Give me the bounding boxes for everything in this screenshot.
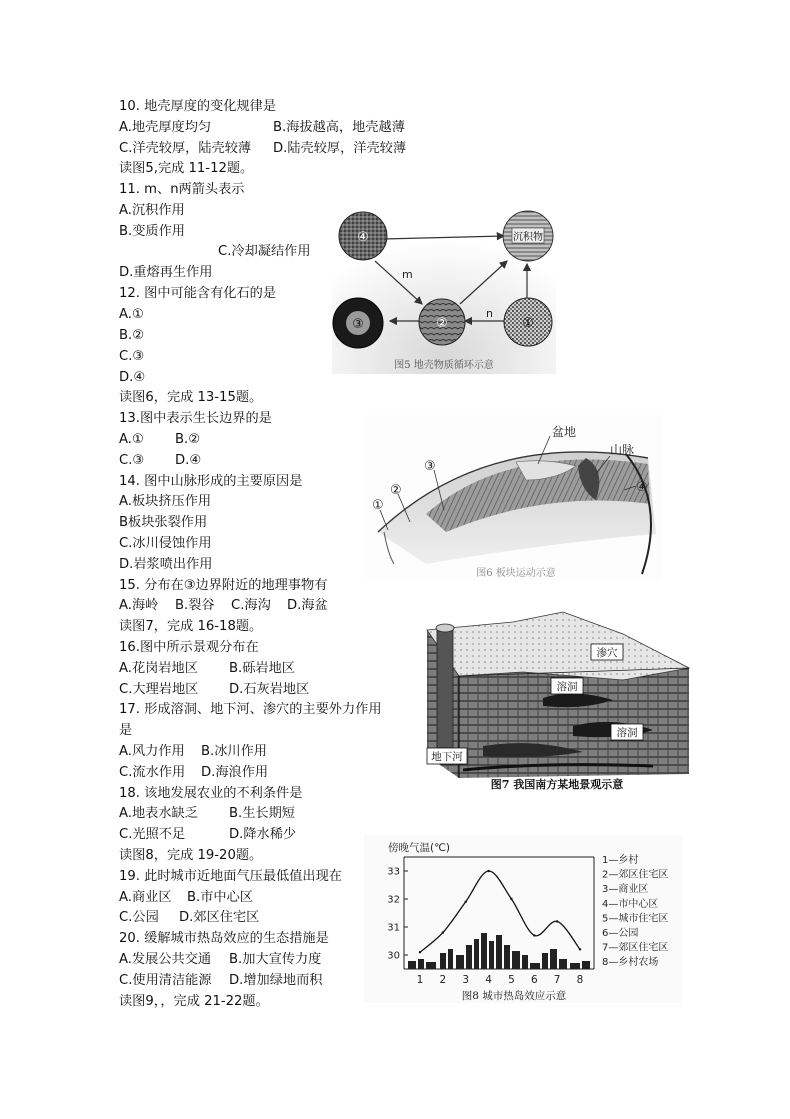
q12-option-c: C.③: [119, 349, 145, 364]
rock-cycle-diagram: [332, 206, 556, 374]
q19-option-d: D.郊区住宅区: [179, 910, 260, 925]
figure-5-caption: 图5 地壳物质循环示意: [394, 360, 494, 371]
legend-entry: 5—城市住宅区: [602, 913, 669, 925]
legend-entry: 8—乡村农场: [602, 957, 659, 969]
q10-option-a: A.地壳厚度均匀: [119, 120, 212, 135]
boundary-2-label: ②: [390, 483, 402, 498]
q16-option-b: B.砾岩地区: [229, 661, 295, 676]
data-point: [487, 870, 489, 872]
q12-option-a: A.①: [119, 307, 144, 322]
figure-7-caption: 图7 我国南方某地景观示意: [490, 778, 624, 791]
q11-option-c: C.冷却凝结作用: [218, 244, 311, 259]
q13-option-b: B.②: [175, 432, 201, 447]
sinkhole-label: 渗穴: [596, 647, 618, 659]
heat-island-line-chart: [364, 835, 682, 1003]
y-tick-label: 31: [387, 922, 400, 934]
x-tick-label: 7: [553, 974, 561, 986]
q13-option-c: C.③: [119, 453, 145, 468]
y-tick-label: 30: [387, 950, 400, 962]
q10-option-d: D.陆壳较厚，洋壳较薄: [273, 141, 407, 156]
q17-stem: 17. 形成溶洞、地下河、渗穴的主要外力作用: [119, 702, 382, 717]
q17-options-ab: [119, 743, 267, 761]
intro-fig6: 读图6，完成 13-15题。: [119, 390, 263, 405]
q17-option-b: B.冰川作用: [201, 744, 267, 759]
data-point: [533, 934, 535, 936]
plate-motion-diagram: [366, 414, 662, 580]
q13-option-a: A.①: [119, 432, 144, 447]
q18-option-d: D.降水稀少: [229, 827, 297, 842]
figure-6-caption: 图6 板块运动示意: [476, 568, 556, 579]
q16-option-c: C.大理岩地区: [119, 682, 199, 697]
q16-option-d: D.石灰岩地区: [229, 682, 310, 697]
node-1-label: ①: [522, 316, 534, 331]
q20-options-cd: [119, 972, 322, 990]
q13-option-d: D.④: [175, 453, 202, 468]
legend-entry: 3—商业区: [602, 884, 649, 896]
x-tick-label: 5: [508, 974, 515, 986]
q11-option-d: D.重熔再生作用: [119, 265, 213, 280]
q12-option-d: D.④: [119, 370, 146, 385]
q13-stem: 13.图中表示生长边界的是: [119, 411, 272, 426]
q17-option-a: A.风力作用: [119, 744, 185, 759]
arrow-n-label: n: [486, 307, 493, 320]
x-tick-label: 3: [462, 974, 470, 986]
legend-entry: 2—郊区住宅区: [602, 869, 669, 881]
q19-options-cd: [119, 909, 259, 927]
sediment-label: 沉积物: [513, 232, 543, 243]
figure-8-caption: 图8 城市热岛效应示意: [461, 990, 567, 1002]
q13-options-cd: [119, 452, 201, 470]
intro-fig8: 读图8，完成 19-20题。: [119, 848, 263, 863]
data-point: [579, 948, 581, 950]
q18-option-a: A.地表水缺乏: [119, 806, 198, 821]
legend-entry: 6—公园: [602, 928, 639, 939]
q17-options-cd: [119, 764, 268, 782]
figure-7-karst-landscape: [423, 606, 691, 796]
q19-option-a: A.商业区: [119, 890, 172, 905]
q18-options-ab: [119, 805, 295, 823]
q20-option-d: D.增加绿地而积: [229, 973, 323, 988]
node-4-label: ④: [357, 230, 369, 245]
q14-option-a: A.板块挤压作用: [119, 494, 212, 509]
q20-option-a: A.发展公共交通: [119, 952, 212, 967]
q19-option-c: C.公园: [119, 910, 159, 925]
q10-options-ab: [119, 119, 405, 137]
q19-options-ab: [119, 889, 253, 907]
mountain-label: 山脉: [610, 443, 635, 457]
figure-8-heat-island-chart: [364, 835, 682, 1003]
node-2-label: ②: [436, 316, 448, 331]
boundary-3-label: ③: [424, 459, 436, 474]
q14-option-d: D.岩浆喷出作用: [119, 557, 213, 572]
q17-option-d: D.海浪作用: [201, 765, 269, 780]
chart-y-label: 傍晚气温(℃): [388, 842, 450, 854]
q11-option-b: B.变质作用: [119, 224, 185, 239]
q10-option-b: B.海拔越高，地壳越薄: [273, 120, 405, 135]
x-tick-label: 4: [485, 974, 492, 986]
y-tick-label: 32: [387, 894, 400, 906]
q15-option-b: B.裂谷: [175, 598, 215, 613]
legend-entry: 4—市中心区: [602, 898, 659, 910]
intro-fig7: 读图7，完成 16-18题。: [119, 619, 263, 634]
x-tick-label: 8: [576, 974, 584, 986]
q20-option-c: C.使用清洁能源: [119, 973, 212, 988]
boundary-4-label: ④: [636, 480, 648, 495]
x-tick-label: 6: [530, 974, 538, 986]
q18-stem: 18. 该地发展农业的不利条件是: [119, 786, 303, 801]
q12-stem: 12. 图中可能含有化石的是: [119, 286, 277, 301]
boundary-1-label: ①: [372, 498, 384, 513]
q18-options-cd: [119, 826, 296, 844]
q14-option-c: C.冰川侵蚀作用: [119, 536, 212, 551]
q19-stem: 19. 此时城市近地面气压最低值出现在: [119, 869, 342, 884]
q20-stem: 20. 缓解城市热岛效应的生态措施是: [119, 931, 329, 946]
q12-option-b: B.②: [119, 328, 145, 343]
q16-stem: 16.图中所示景观分布在: [119, 640, 259, 655]
legend-entry: 1—乡村: [602, 855, 639, 866]
q18-option-b: B.生长期短: [229, 806, 295, 821]
q17-stem-cont: 是: [119, 723, 133, 738]
figure-5-rock-cycle: [332, 206, 556, 374]
data-point: [465, 901, 467, 903]
q18-option-c: C.光照不足: [119, 827, 186, 842]
q15-stem: 15. 分布在③边界附近的地理事物有: [119, 578, 328, 593]
q20-option-b: B.加大宣传力度: [229, 952, 322, 967]
q13-options-ab: [119, 431, 200, 449]
underground-river-label: 地下河: [431, 751, 463, 763]
q10-options-cd: [119, 140, 406, 158]
cave-label-lower: 溶洞: [616, 727, 638, 739]
data-point: [510, 898, 512, 900]
q15-options: [119, 597, 328, 615]
q14-option-b: B板块张裂作用: [119, 515, 208, 530]
q14-stem: 14. 图中山脉形成的主要原因是: [119, 474, 303, 489]
q11-option-a: A.沉积作用: [119, 203, 185, 218]
q19-option-b: B.市中心区: [187, 890, 253, 905]
node-3-label: ③: [352, 317, 364, 332]
data-point: [419, 951, 421, 953]
legend-entry: 7—郊区住宅区: [602, 942, 669, 954]
arrow-m-label: m: [402, 268, 413, 281]
q16-options-ab: [119, 660, 295, 678]
q16-options-cd: [119, 681, 309, 699]
q10-option-c: C.洋壳较厚，陆壳较薄: [119, 141, 252, 156]
q16-option-a: A.花岗岩地区: [119, 661, 198, 676]
q17-option-c: C.流水作用: [119, 765, 186, 780]
q20-options-ab: [119, 951, 321, 969]
cave-label-upper: 溶洞: [556, 681, 578, 693]
karst-landscape-diagram: [423, 606, 691, 796]
q15-option-c: C.海沟: [231, 598, 271, 613]
basin-label: 盆地: [552, 425, 577, 439]
x-tick-label: 2: [439, 974, 447, 986]
x-tick-label: 1: [416, 974, 424, 986]
data-point: [556, 920, 558, 922]
q10-stem: 10. 地壳厚度的变化规律是: [119, 99, 277, 114]
q11-stem: 11. m、n两箭头表示: [119, 182, 245, 197]
intro-fig5: 读图5,完成 11-12题。: [119, 161, 254, 176]
q15-option-a: A.海岭: [119, 598, 159, 613]
y-tick-label: 33: [387, 866, 400, 878]
figure-6-plate-motion: [366, 414, 662, 580]
q15-option-d: D.海盆: [287, 598, 328, 613]
data-point: [442, 931, 444, 933]
intro-fig9: 读图9，，完成 21-22题。: [119, 994, 269, 1009]
